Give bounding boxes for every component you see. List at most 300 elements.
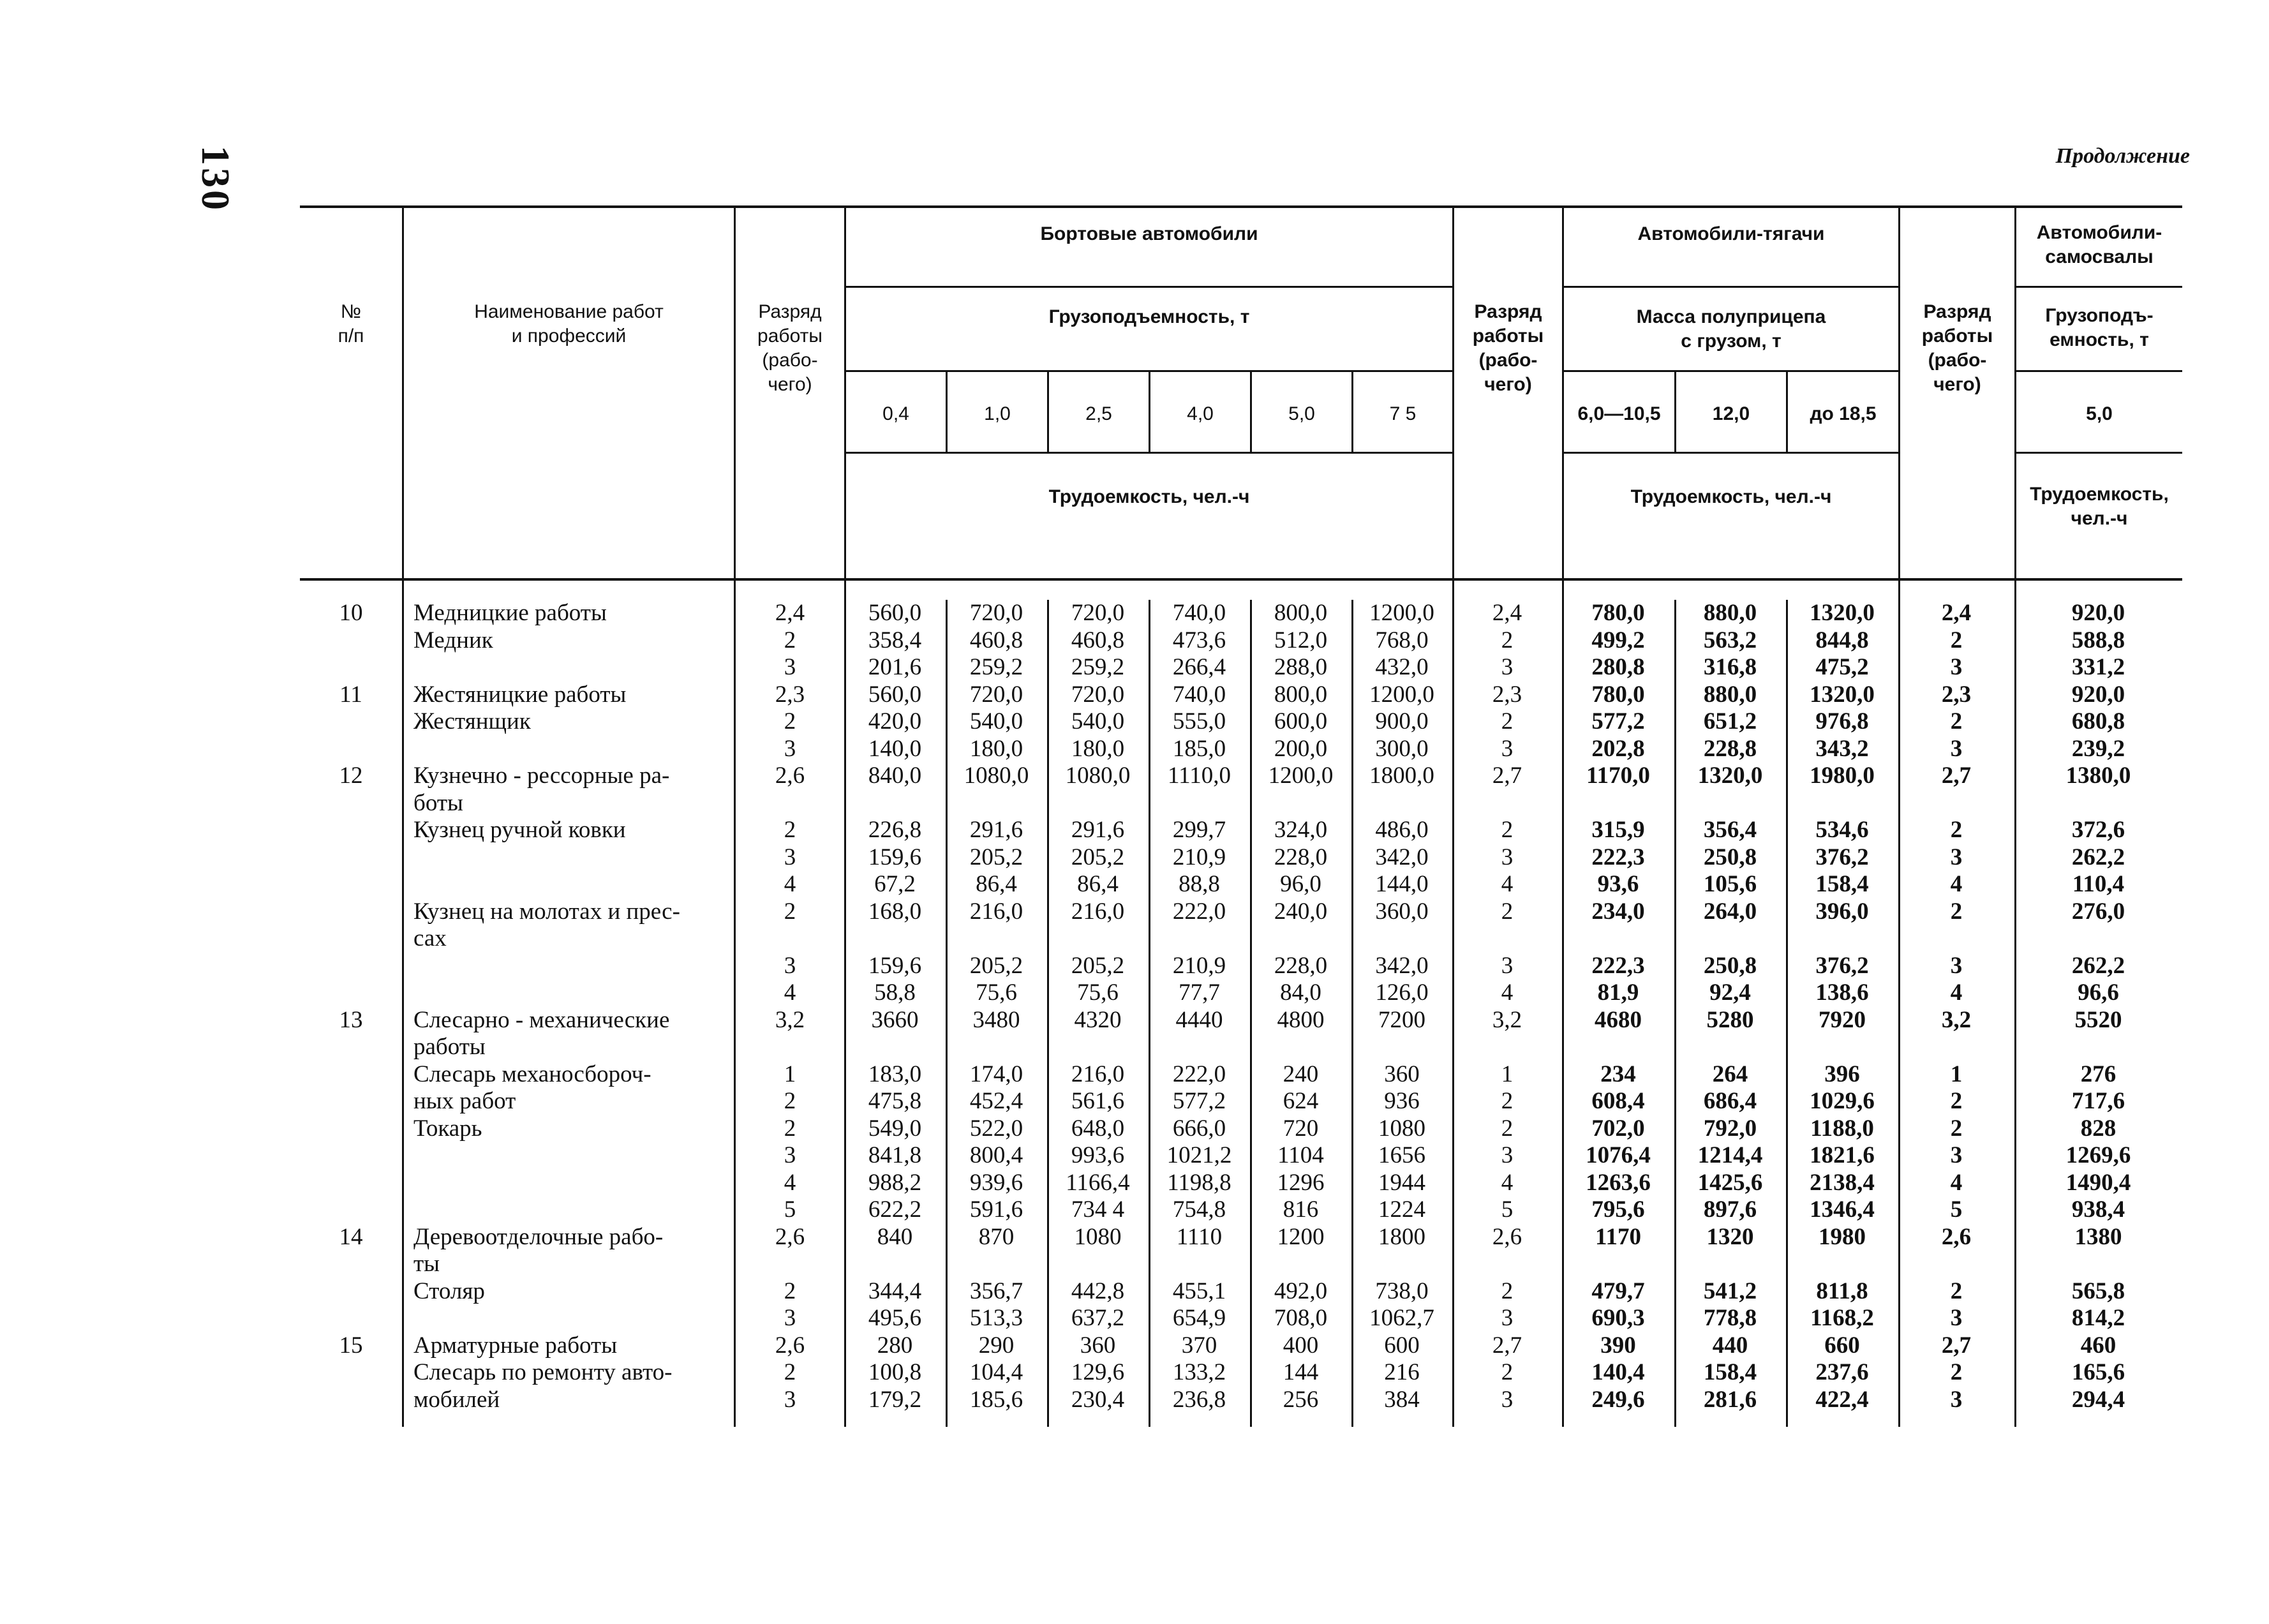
cell-cap-25: 734 4 (1071, 1196, 1125, 1223)
cell-grade: 4 (784, 1169, 796, 1196)
cell-cap-10: 180,0 (969, 735, 1023, 762)
cell-grade: 3 (784, 654, 796, 680)
cell-mass-18: 844,8 (1815, 627, 1869, 653)
cell-cap-75: 1656 (1378, 1142, 1425, 1168)
cell-mass-6-10: 1170 (1595, 1223, 1641, 1250)
cell-dump-grade: 3 (1950, 654, 1963, 680)
cell-cap-04: 140,0 (868, 735, 922, 762)
table-row (300, 1251, 2182, 1278)
table-row (300, 654, 2182, 682)
cell-dump-grade (1898, 925, 2014, 953)
cell-cap-10: 720,0 (969, 681, 1023, 708)
cell-grade: 3 (784, 1142, 796, 1168)
cell-cap-50 (1250, 1251, 1351, 1278)
cell-grade: 2,6 (775, 1332, 805, 1359)
cell-cap-40: 370 (1181, 1332, 1217, 1359)
cell-mass-6-10: 4680 (1595, 1006, 1642, 1033)
cell-row-number (300, 1115, 402, 1143)
cell-cap-40: 1110,0 (1167, 763, 1231, 789)
cell-dump-labor (2014, 790, 2182, 817)
cell-cap-40 (1149, 925, 1250, 953)
cell-mass-12 (1674, 925, 1786, 953)
cell-cap-75 (1351, 790, 1452, 817)
cell-cap-25: 216,0 (1071, 1061, 1125, 1087)
cell-cap-10 (946, 790, 1047, 817)
cell-row-number (300, 1061, 402, 1089)
cell-cap-40: 666,0 (1172, 1115, 1226, 1142)
header-group1: Бортовые автомобили (1040, 223, 1258, 244)
cell-cap-75: 936 (1384, 1088, 1420, 1114)
cell-mass-18: 1821,6 (1810, 1142, 1875, 1168)
cell-row-number (300, 736, 402, 763)
cell-work-name: Столяр (413, 1278, 485, 1304)
table-row (300, 1305, 2182, 1332)
cell-cap-40 (1149, 1251, 1250, 1278)
cell-mass-6-10: 390 (1600, 1332, 1636, 1359)
cell-cap-50: 96,0 (1280, 871, 1321, 897)
cell-dump-grade: 3 (1950, 952, 1963, 979)
cell-cap-04 (844, 1034, 946, 1061)
table-row (300, 1387, 2182, 1414)
cell-grade: 2,6 (775, 1223, 805, 1250)
cell-mass-18: 7920 (1819, 1006, 1866, 1033)
cell-dump-grade: 2 (1950, 627, 1963, 653)
table-row (300, 627, 2182, 655)
cell-dump-labor: 920,0 (2071, 600, 2125, 626)
cell-cap-04 (844, 925, 946, 953)
cell-cap-40: 740,0 (1172, 681, 1226, 708)
cell-row-number: 11 (339, 681, 362, 708)
cell-tractor-grade: 2 (1501, 817, 1514, 843)
cell-cap-50: 800,0 (1274, 600, 1328, 626)
cell-grade (736, 925, 844, 953)
cell-cap-75: 384 (1384, 1386, 1420, 1413)
cell-cap-75: 738,0 (1375, 1278, 1429, 1304)
cell-mass-12: 1425,6 (1697, 1169, 1763, 1196)
cell-grade: 3,2 (775, 1006, 805, 1033)
cell-mass-6-10: 140,4 (1591, 1359, 1645, 1385)
cell-mass-6-10: 780,0 (1591, 681, 1645, 708)
header-num: № п/п (338, 301, 364, 346)
table-row (300, 980, 2182, 1007)
cell-mass-6-10: 202,8 (1591, 735, 1645, 762)
cell-cap-04: 549,0 (868, 1115, 922, 1142)
cell-cap-25: 259,2 (1071, 654, 1125, 680)
cell-row-number (300, 708, 402, 736)
header-cap-4: 5,0 (1288, 403, 1315, 424)
cell-mass-12: 686,4 (1703, 1088, 1757, 1114)
header-group3: Автомобили- самосвалы (2036, 222, 2162, 267)
cell-cap-04 (844, 1251, 946, 1278)
cell-cap-40: 473,6 (1172, 627, 1226, 653)
cell-mass-18: 1168,2 (1810, 1305, 1874, 1331)
cell-row-number (300, 1387, 402, 1414)
cell-dump-grade: 1 (1950, 1061, 1963, 1087)
cell-cap-50: 624 (1283, 1088, 1319, 1114)
cell-grade: 2 (784, 708, 796, 734)
cell-tractor-grade: 2,3 (1492, 681, 1522, 708)
cell-tractor-grade: 3 (1501, 735, 1514, 762)
cell-tractor-grade: 2 (1501, 1088, 1514, 1114)
cell-work-name (402, 1305, 736, 1332)
cell-cap-25: 360 (1080, 1332, 1116, 1359)
cell-row-number: 15 (339, 1332, 363, 1359)
cell-tractor-grade: 2 (1501, 1278, 1514, 1304)
cell-dump-grade: 2,4 (1941, 600, 1972, 626)
cell-grade: 2,4 (775, 600, 805, 626)
cell-cap-50: 492,0 (1274, 1278, 1328, 1304)
cell-cap-10: 591,6 (969, 1196, 1023, 1223)
cell-cap-50 (1250, 925, 1351, 953)
header-labor2: Трудоемкость, чел.-ч (1630, 486, 1832, 507)
cell-cap-25: 205,2 (1071, 952, 1125, 979)
table-row (300, 682, 2182, 709)
cell-cap-04: 159,6 (868, 844, 922, 870)
cell-cap-50: 240,0 (1274, 898, 1328, 925)
cell-cap-04: 3660 (871, 1006, 919, 1033)
cell-cap-40 (1149, 1034, 1250, 1061)
cell-grade (736, 1251, 844, 1278)
cell-cap-40: 236,8 (1172, 1386, 1226, 1413)
cell-dump-grade: 3 (1950, 1142, 1963, 1168)
cell-mass-18: 1346,4 (1810, 1196, 1875, 1223)
cell-dump-labor: 5520 (2074, 1006, 2122, 1033)
header-cap-5: 7 5 (1389, 403, 1417, 424)
cell-cap-25: 75,6 (1077, 980, 1119, 1006)
cell-row-number (300, 1359, 402, 1387)
cell-cap-04: 168,0 (868, 898, 922, 925)
cell-mass-12: 281,6 (1703, 1386, 1757, 1413)
cell-tractor-grade: 3 (1501, 952, 1514, 979)
cell-cap-75: 486,0 (1375, 817, 1429, 843)
continuation-label: Продолжение (2055, 144, 2190, 168)
cell-cap-50 (1250, 1034, 1351, 1061)
cell-work-name: Кузнечно - рессорные ра- (413, 763, 670, 789)
cell-work-name (402, 844, 736, 872)
cell-mass-6-10: 93,6 (1597, 871, 1639, 897)
cell-cap-50: 1200 (1277, 1223, 1325, 1250)
cell-cap-10: 75,6 (976, 980, 1017, 1006)
cell-cap-10: 356,7 (969, 1278, 1023, 1304)
cell-row-number (300, 1251, 402, 1278)
table-row (300, 763, 2182, 790)
cell-dump-grade: 2 (1950, 708, 1963, 734)
cell-cap-75: 360,0 (1375, 898, 1429, 925)
cell-mass-12 (1674, 790, 1786, 817)
cell-mass-6-10: 234,0 (1591, 898, 1645, 925)
cell-mass-12: 792,0 (1703, 1115, 1757, 1142)
cell-cap-10: 540,0 (969, 708, 1023, 734)
cell-cap-50: 84,0 (1280, 980, 1321, 1006)
cell-mass-18: 1029,6 (1810, 1088, 1875, 1114)
cell-cap-10: 1080,0 (963, 763, 1029, 789)
cell-cap-04: 226,8 (868, 817, 922, 843)
cell-dump-labor: 460 (2080, 1332, 2116, 1359)
cell-grade: 5 (784, 1196, 796, 1223)
cell-cap-04: 420,0 (868, 708, 922, 734)
cell-grade: 3 (784, 844, 796, 870)
cell-grade (736, 790, 844, 817)
cell-mass-12: 1320,0 (1697, 763, 1763, 789)
cell-cap-50: 1104 (1277, 1142, 1324, 1168)
cell-cap-25: 291,6 (1071, 817, 1125, 843)
cell-mass-18: 376,2 (1815, 952, 1869, 979)
cell-row-number: 14 (339, 1223, 363, 1250)
cell-cap-75: 900,0 (1375, 708, 1429, 734)
cell-cap-40: 754,8 (1172, 1196, 1226, 1223)
cell-dump-labor: 96,6 (2078, 980, 2119, 1006)
cell-cap-25 (1047, 790, 1149, 817)
cell-row-number (300, 1034, 402, 1061)
cell-mass-12: 1320 (1706, 1223, 1754, 1250)
cell-row-number (300, 1170, 402, 1197)
cell-cap-25: 460,8 (1071, 627, 1125, 653)
cell-mass-12: 264 (1712, 1061, 1748, 1087)
header-grade: Разряд работы (рабо- чего) (757, 301, 822, 395)
cell-mass-12: 880,0 (1703, 600, 1757, 626)
cell-mass-6-10: 81,9 (1597, 980, 1639, 1006)
cell-row-number (300, 1142, 402, 1170)
cell-cap-75: 1800 (1378, 1223, 1425, 1250)
cell-dump-grade: 2 (1950, 1088, 1963, 1114)
cell-mass-12: 778,8 (1703, 1305, 1757, 1331)
cell-mass-6-10: 280,8 (1591, 654, 1645, 680)
header-labor1: Трудоемкость, чел.-ч (1048, 486, 1250, 507)
cell-grade: 2 (784, 1088, 796, 1114)
cell-cap-25: 205,2 (1071, 844, 1125, 870)
cell-dump-grade: 2 (1950, 817, 1963, 843)
table-row (300, 925, 2182, 953)
rule-cap3val (2014, 452, 2182, 454)
cell-cap-25: 561,6 (1071, 1088, 1125, 1114)
cell-cap-75: 1200,0 (1369, 600, 1434, 626)
cell-dump-grade: 2 (1950, 1359, 1963, 1385)
cell-cap-25: 4320 (1074, 1006, 1122, 1033)
cell-cap-04: 622,2 (868, 1196, 922, 1223)
cell-work-name: Слесарно - механические (413, 1006, 670, 1033)
cell-cap-10: 259,2 (969, 654, 1023, 680)
header-capacity: Грузоподъемность, т (1048, 306, 1250, 327)
cell-cap-40: 222,0 (1172, 1061, 1226, 1087)
cell-cap-10: 86,4 (976, 871, 1017, 897)
cell-mass-12: 897,6 (1703, 1196, 1757, 1223)
cell-cap-75: 1200,0 (1369, 681, 1434, 708)
cell-dump-grade: 4 (1950, 980, 1963, 1006)
cell-mass-18: 422,4 (1815, 1386, 1869, 1413)
cell-dump-labor: 110,4 (2072, 871, 2125, 897)
table-row (300, 898, 2182, 926)
cell-cap-04: 67,2 (874, 871, 916, 897)
cell-work-name: ных работ (413, 1088, 516, 1114)
cell-dump-labor: 165,6 (2071, 1359, 2125, 1385)
cell-cap-25: 993,6 (1071, 1142, 1125, 1168)
cell-cap-04: 183,0 (868, 1061, 922, 1087)
cell-grade: 1 (784, 1061, 796, 1087)
cell-tractor-grade (1452, 1251, 1562, 1278)
cell-cap-50 (1250, 790, 1351, 817)
cell-mass-6-10: 780,0 (1591, 600, 1645, 626)
cell-dump-labor: 588,8 (2071, 627, 2125, 653)
cell-cap-10: 452,4 (969, 1088, 1023, 1114)
cell-tractor-grade: 2,7 (1492, 1332, 1522, 1359)
cell-tractor-grade: 3 (1501, 1386, 1514, 1413)
cell-cap-25: 1080,0 (1065, 763, 1131, 789)
header-mass-0: 6,0—10,5 (1577, 403, 1661, 424)
cell-grade: 3 (784, 1386, 796, 1413)
cell-cap-25: 230,4 (1071, 1386, 1125, 1413)
cell-cap-40: 210,9 (1172, 844, 1226, 870)
cell-mass-18: 1980,0 (1810, 763, 1875, 789)
cell-mass-6-10: 608,4 (1591, 1088, 1645, 1114)
cell-mass-18: 343,2 (1815, 735, 1869, 762)
cell-mass-18: 237,6 (1815, 1359, 1869, 1385)
cell-cap-40: 299,7 (1172, 817, 1226, 843)
cell-work-name: Кузнец ручной ковки (413, 817, 626, 843)
cell-cap-50: 288,0 (1274, 654, 1328, 680)
cell-cap-25: 540,0 (1071, 708, 1125, 734)
rule-group1 (844, 286, 1452, 288)
cell-cap-25: 86,4 (1077, 871, 1119, 897)
cell-cap-04: 179,2 (868, 1386, 922, 1413)
cell-cap-04: 159,6 (868, 952, 922, 979)
cell-dump-labor: 920,0 (2071, 681, 2125, 708)
cell-work-name (402, 980, 736, 1007)
cell-row-number (300, 654, 402, 682)
cell-cap-50: 144 (1283, 1359, 1319, 1385)
cell-tractor-grade (1452, 925, 1562, 953)
cell-grade: 3 (784, 735, 796, 762)
cell-dump-grade: 2,6 (1941, 1223, 1972, 1250)
cell-mass-12: 105,6 (1703, 871, 1757, 897)
header-cap-0: 0,4 (882, 403, 909, 424)
header-cap3-value: 5,0 (2086, 403, 2113, 424)
cell-cap-75: 432,0 (1375, 654, 1429, 680)
table-row (300, 1196, 2182, 1224)
cell-row-number: 10 (339, 600, 363, 626)
cell-cap-10 (946, 925, 1047, 953)
cell-cap-75: 360 (1384, 1061, 1420, 1087)
cell-cap-04: 840 (877, 1223, 913, 1250)
cell-cap-10: 205,2 (969, 952, 1023, 979)
cell-cap-50: 228,0 (1274, 844, 1328, 870)
cell-mass-6-10 (1562, 790, 1674, 817)
cell-mass-18: 1980 (1819, 1223, 1866, 1250)
cell-mass-6-10: 690,3 (1591, 1305, 1645, 1331)
cell-cap-50: 240 (1283, 1061, 1319, 1087)
cell-cap-40: 88,8 (1179, 871, 1220, 897)
cell-work-name: ты (413, 1251, 440, 1277)
cell-cap-25: 720,0 (1071, 600, 1125, 626)
cell-tractor-grade: 4 (1501, 980, 1514, 1006)
cell-cap-10: 205,2 (969, 844, 1023, 870)
cell-tractor-grade: 5 (1501, 1196, 1514, 1223)
cell-cap-25: 129,6 (1071, 1359, 1125, 1385)
cell-dump-labor: 276 (2080, 1061, 2116, 1087)
cell-grade: 2 (784, 1278, 796, 1304)
cell-work-name: Слесарь механосбороч- (413, 1061, 651, 1087)
cell-mass-18: 660 (1824, 1332, 1860, 1359)
cell-tractor-grade: 2 (1501, 898, 1514, 925)
cell-cap-40: 222,0 (1172, 898, 1226, 925)
header-grade3: Разряд работы (рабо- чего) (1921, 301, 1993, 395)
cell-grade (736, 1034, 844, 1061)
cell-cap-10: 800,4 (969, 1142, 1023, 1168)
cell-cap-75: 600 (1384, 1332, 1420, 1359)
cell-cap-40: 577,2 (1172, 1088, 1226, 1114)
cell-tractor-grade: 1 (1501, 1061, 1514, 1087)
cell-cap-75: 144,0 (1375, 871, 1429, 897)
header-semitrailer: Масса полуприцепа с грузом, т (1636, 306, 1826, 352)
cell-cap-50: 720 (1283, 1115, 1319, 1142)
cell-grade: 2,6 (775, 763, 805, 789)
cell-mass-18: 976,8 (1815, 708, 1869, 734)
cell-cap-04: 58,8 (874, 980, 916, 1006)
cell-mass-6-10: 222,3 (1591, 844, 1645, 870)
cell-cap-10: 185,6 (969, 1386, 1023, 1413)
cell-cap-04: 988,2 (868, 1169, 922, 1196)
table-row (300, 844, 2182, 872)
cell-cap-75: 1944 (1378, 1169, 1425, 1196)
cell-cap-75: 300,0 (1375, 735, 1429, 762)
header-group2: Автомобили-тягачи (1637, 223, 1825, 244)
cell-mass-12: 880,0 (1703, 681, 1757, 708)
cell-tractor-grade: 3 (1501, 844, 1514, 870)
cell-mass-12: 250,8 (1703, 952, 1757, 979)
cell-mass-18: 475,2 (1815, 654, 1869, 680)
cell-dump-grade: 3 (1950, 1386, 1963, 1413)
cell-dump-grade (1898, 790, 2014, 817)
cell-cap-10: 460,8 (969, 627, 1023, 653)
cell-mass-12: 5280 (1706, 1006, 1754, 1033)
cell-work-name: мобилей (413, 1386, 500, 1413)
header-mass-1: 12,0 (1712, 403, 1750, 424)
cell-dump-labor: 1380 (2074, 1223, 2122, 1250)
cell-cap-75: 768,0 (1375, 627, 1429, 653)
cell-dump-grade: 3 (1950, 1305, 1963, 1331)
cell-work-name (402, 871, 736, 898)
cell-tractor-grade: 2 (1501, 1115, 1514, 1142)
cell-cap-25: 180,0 (1071, 735, 1125, 762)
table-row (300, 736, 2182, 763)
cell-mass-18 (1786, 1251, 1898, 1278)
cell-mass-6-10: 479,7 (1591, 1278, 1645, 1304)
cell-work-name: Кузнец на молотах и прес- (413, 898, 680, 925)
cell-tractor-grade: 2,7 (1492, 763, 1522, 789)
cell-cap-25: 442,8 (1071, 1278, 1125, 1304)
page-number: 130 (193, 145, 237, 212)
rule-massvals (1562, 452, 1898, 454)
cell-dump-labor: 1269,6 (2065, 1142, 2131, 1168)
cell-dump-grade: 2 (1950, 1115, 1963, 1142)
cell-work-name: боты (413, 789, 463, 816)
cell-cap-25: 720,0 (1071, 681, 1125, 708)
cell-cap-50: 200,0 (1274, 735, 1328, 762)
cell-cap-50: 600,0 (1274, 708, 1328, 734)
cell-cap-25: 637,2 (1071, 1305, 1125, 1331)
cell-row-number: 13 (339, 1006, 363, 1033)
cell-cap-10: 720,0 (969, 600, 1023, 626)
cell-work-name: Медницкие работы (413, 600, 607, 626)
cell-tractor-grade: 4 (1501, 871, 1514, 897)
cell-mass-12: 1214,4 (1697, 1142, 1763, 1168)
cell-dump-labor: 938,4 (2071, 1196, 2125, 1223)
cell-grade: 2 (784, 898, 796, 925)
cell-cap-25: 1166,4 (1066, 1169, 1130, 1196)
cell-work-name: Жестянщик (413, 708, 531, 734)
cell-mass-18: 1320,0 (1810, 681, 1875, 708)
cell-dump-labor: 372,6 (2071, 817, 2125, 843)
cell-mass-18: 811,8 (1816, 1278, 1868, 1304)
